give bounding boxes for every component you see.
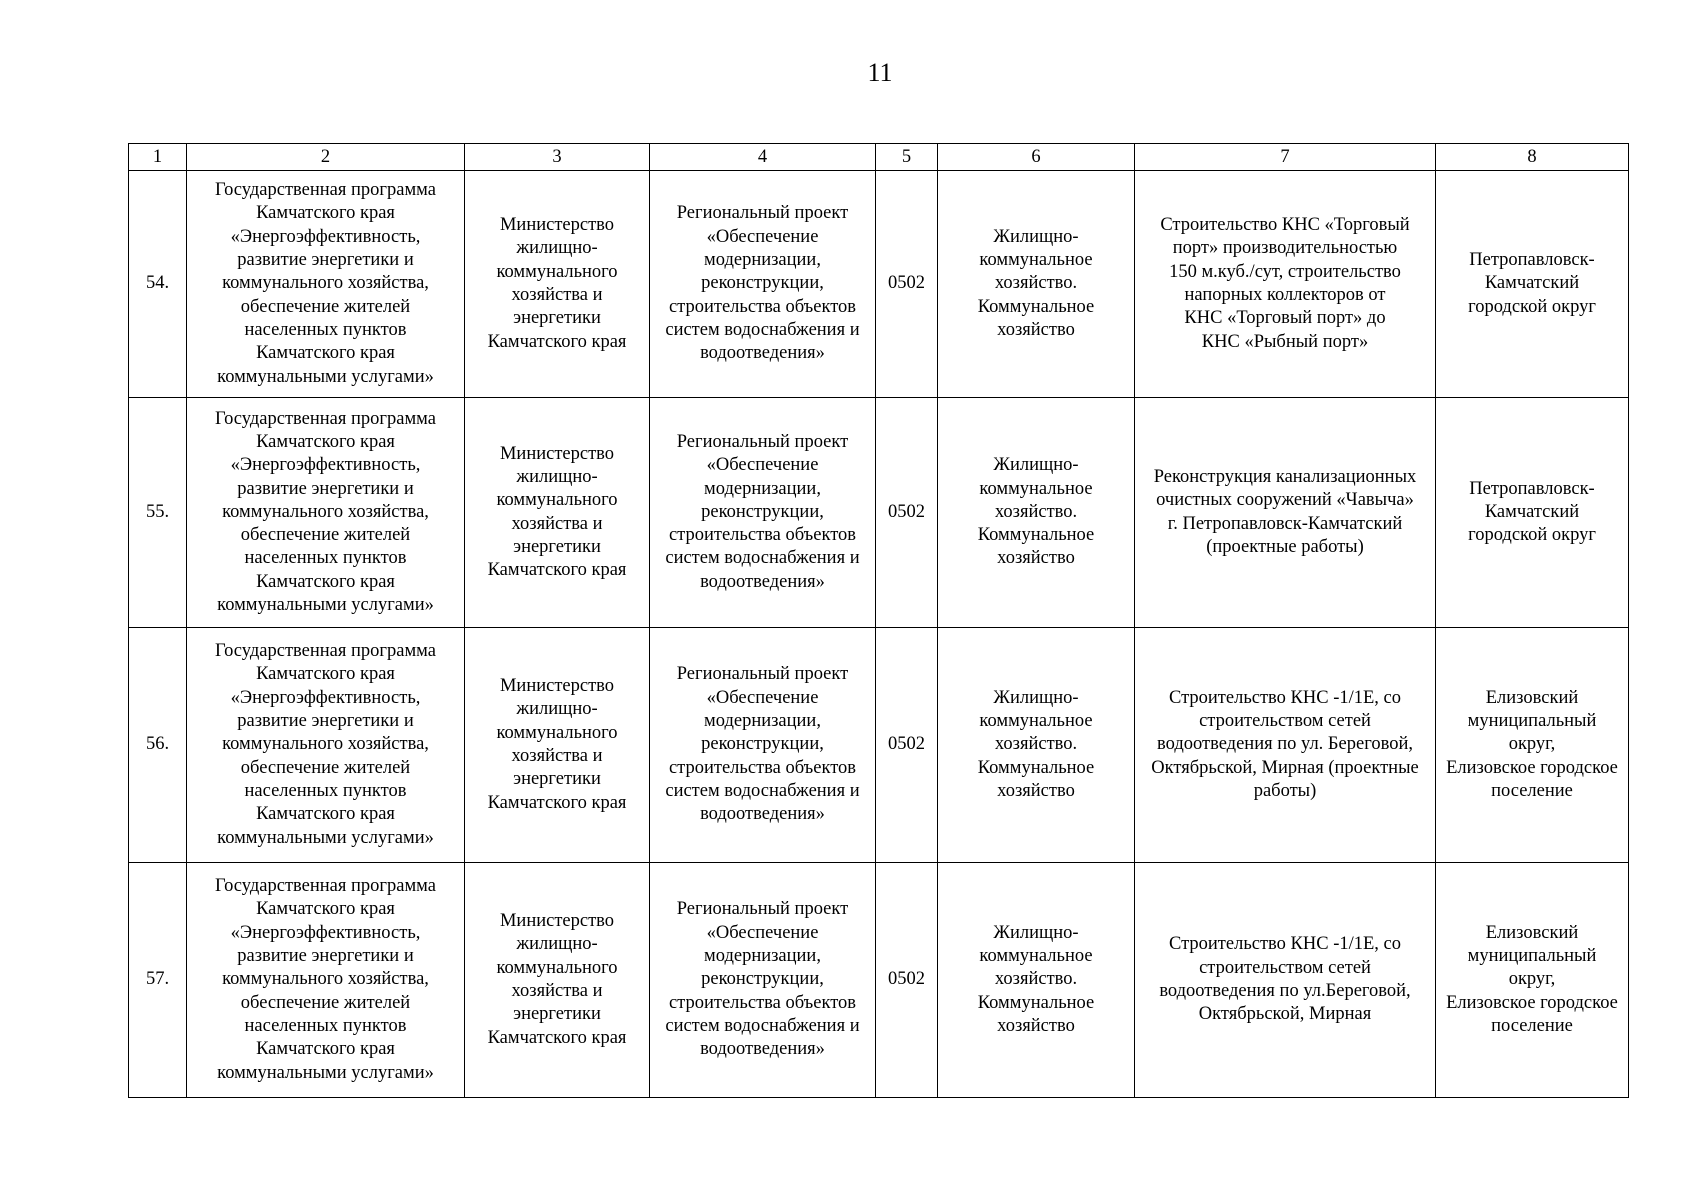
- column-header-3: 3: [465, 144, 650, 171]
- municipality-cell: [1436, 398, 1629, 628]
- row-number-cell: [129, 171, 187, 398]
- table-row: [129, 398, 1629, 628]
- municipality-cell: [1436, 628, 1629, 863]
- column-header-8: 8: [1436, 144, 1629, 171]
- ministry-cell: [465, 398, 650, 628]
- ministry-cell: [465, 863, 650, 1098]
- ministry-text: Министерство жилищно- коммунального хозяйства и энергетики Камчатского края: [487, 215, 627, 352]
- project-cell: [650, 171, 876, 398]
- column-header-7: 7: [1135, 144, 1436, 171]
- program-text: Государственная программа Камчатского края «Энергоэффективность, развитие энергетики и коммунального хозяйства, обеспечение жителей населенных пунктов Камчатского края коммунальными услугами»: [215, 876, 436, 1083]
- table-row: [129, 628, 1629, 863]
- row-number: 56.: [145, 734, 170, 755]
- ministry-text: Министерство жилищно- коммунального хозяйства и энергетики Камчатского края: [487, 911, 627, 1048]
- sector-cell: [938, 398, 1135, 628]
- sector-cell: [938, 628, 1135, 863]
- row-number-cell: [129, 398, 187, 628]
- sector-text: Жилищно- коммунальное хозяйство. Коммунальное хозяйство: [977, 455, 1095, 569]
- row-number: 54.: [145, 273, 170, 294]
- column-header-2: 2: [187, 144, 465, 171]
- program-cell: [187, 171, 465, 398]
- municipality-text: Петропавловск- Камчатский городской округ: [1468, 250, 1596, 317]
- municipality-text: Петропавловск- Камчатский городской округ: [1468, 478, 1596, 546]
- objects-table: [128, 143, 1629, 1098]
- table-row: [129, 863, 1629, 1098]
- municipality-cell: [1436, 171, 1629, 398]
- row-number: 57.: [145, 969, 170, 990]
- code-text: 0502: [888, 273, 925, 294]
- column-header-5: 5: [876, 144, 938, 171]
- object-cell: [1135, 171, 1436, 398]
- ministry-cell: [465, 628, 650, 863]
- object-cell: [1135, 628, 1436, 863]
- page-number: 11: [867, 58, 893, 87]
- municipality-text: Елизовский муниципальный округ, Елизовское городское поселение: [1446, 922, 1618, 1036]
- column-header-6: 6: [938, 144, 1135, 171]
- sector-text: Жилищно- коммунальное хозяйство. Коммунальное хозяйство: [977, 687, 1095, 801]
- sector-cell: [938, 863, 1135, 1098]
- program-text: Государственная программа Камчатского края «Энергоэффективность, развитие энергетики и коммунального хозяйства, обеспечение жителей населенных пунктов Камчатского края коммунальными услугами»: [215, 641, 436, 848]
- object-cell: [1135, 398, 1436, 628]
- project-text: Региональный проект «Обеспечение модернизации, реконструкции, строительства объектов систем водоснабжения и водоотведения»: [665, 664, 860, 825]
- code-cell: [876, 398, 938, 628]
- project-cell: [650, 398, 876, 628]
- row-number: 55.: [145, 501, 170, 522]
- ministry-text: Министерство жилищно- коммунального хозяйства и энергетики Камчатского края: [487, 443, 627, 581]
- code-text: 0502: [888, 969, 925, 990]
- project-cell: [650, 863, 876, 1098]
- sector-text: Жилищно- коммунальное хозяйство. Коммунальное хозяйство: [977, 226, 1095, 340]
- sector-cell: [938, 171, 1135, 398]
- project-text: Региональный проект «Обеспечение модернизации, реконструкции, строительства объектов систем водоснабжения и водоотведения»: [665, 431, 860, 592]
- object-text: Строительство КНС -1/1Е, со строительством сетей водоотведения по ул. Береговой, Октябрьской, Мирная (проектные работы): [1151, 687, 1419, 801]
- program-cell: [187, 628, 465, 863]
- project-cell: [650, 628, 876, 863]
- column-header-4: 4: [650, 144, 876, 171]
- column-number-row: [129, 144, 1629, 171]
- column-header-1: 1: [129, 144, 187, 171]
- object-text: Строительство КНС -1/1Е, со строительством сетей водоотведения по ул.Береговой, Октябрьской, Мирная: [1159, 934, 1411, 1025]
- program-text: Государственная программа Камчатского края «Энергоэффективность, развитие энергетики и коммунального хозяйства, обеспечение жителей населенных пунктов Камчатского края коммунальными услугами»: [215, 180, 436, 387]
- project-text: Региональный проект «Обеспечение модернизации, реконструкции, строительства объектов систем водоснабжения и водоотведения»: [665, 203, 860, 364]
- municipality-cell: [1436, 863, 1629, 1098]
- program-cell: [187, 398, 465, 628]
- object-text: Строительство КНС «Торговый порт» производительностью 150 м.куб./сут, строительство напорных коллекторов от КНС «Торговый порт» до КНС «Рыбный порт»: [1160, 215, 1410, 352]
- row-number-cell: [129, 863, 187, 1098]
- ministry-text: Министерство жилищно- коммунального хозяйства и энергетики Камчатского края: [487, 676, 627, 813]
- project-text: Региональный проект «Обеспечение модернизации, реконструкции, строительства объектов систем водоснабжения и водоотведения»: [665, 899, 860, 1060]
- program-cell: [187, 863, 465, 1098]
- ministry-cell: [465, 171, 650, 398]
- municipality-text: Елизовский муниципальный округ, Елизовское городское поселение: [1446, 687, 1618, 801]
- code-text: 0502: [888, 734, 925, 755]
- program-text: Государственная программа Камчатского края «Энергоэффективность, развитие энергетики и коммунального хозяйства, обеспечение жителей населенных пунктов Камчатского края коммунальными услугами»: [215, 408, 436, 616]
- row-number-cell: [129, 628, 187, 863]
- object-text: Реконструкция канализационных очистных сооружений «Чавыча» г. Петропавловск-Камчатский (проектные работы): [1153, 466, 1417, 557]
- table-row: [129, 171, 1629, 398]
- code-text: 0502: [888, 501, 925, 522]
- code-cell: [876, 863, 938, 1098]
- code-cell: [876, 628, 938, 863]
- sector-text: Жилищно- коммунальное хозяйство. Коммунальное хозяйство: [977, 922, 1095, 1036]
- code-cell: [876, 171, 938, 398]
- object-cell: [1135, 863, 1436, 1098]
